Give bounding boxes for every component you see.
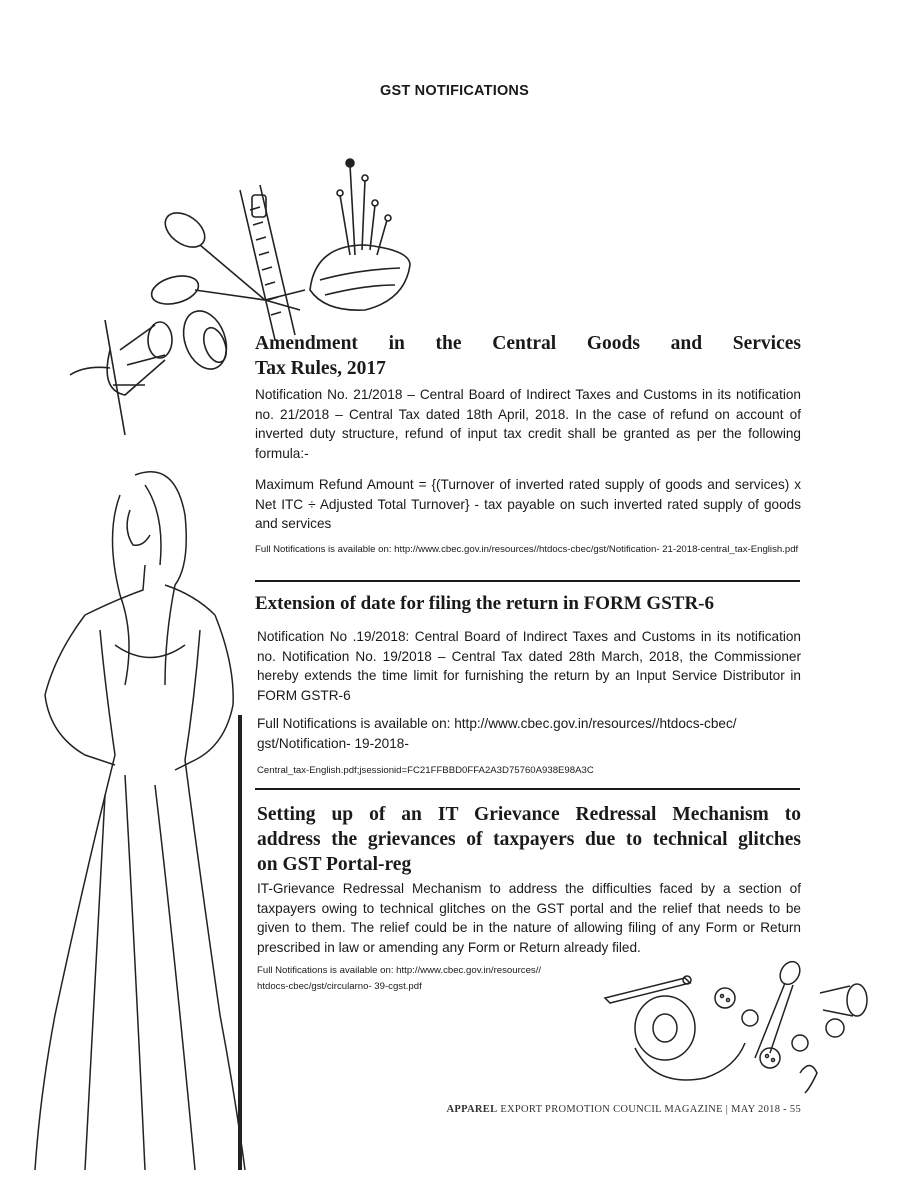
section-divider: [255, 788, 800, 790]
notification-link[interactable]: Full Notifications is available on: http://www.cbec.gov.in/resources//htdocs-cbec/: [257, 716, 737, 731]
section-heading: on GST Portal-reg: [257, 854, 412, 875]
notification-link[interactable]: htdocs-cbec/gst/circularno- 39-cgst.pdf: [257, 981, 422, 992]
section-paragraph: Notification No .19/2018: Central Board of Indirect Taxes and Customs in its notification no. Notification No. 19/2018 – Central Tax dated 28th March, 2018, the Commissioner hereby extends the time limit for furnishing the return by an Input Service Distributor in FORM GSTR-6: [257, 629, 801, 703]
measuring-tape-icon: [635, 996, 745, 1080]
zipper-icon: [240, 185, 295, 340]
scissors-icon: [148, 206, 305, 310]
page-footer: [446, 1104, 801, 1115]
footer-issue: MAY 2018 - 55: [731, 1104, 801, 1115]
thread-spool-icon: [70, 305, 234, 435]
footer-magazine: EXPORT PROMOTION COUNCIL MAGAZINE: [500, 1104, 723, 1115]
notification-link[interactable]: gst/Notification- 19-2018-: [257, 736, 409, 751]
thread-spool-icon: [820, 984, 867, 1016]
notification-link[interactable]: Central_tax-English.pdf;jsessionid=FC21FFBBD0FFA2A3D75760A938E98A3C: [257, 765, 594, 776]
buttons-icon: [715, 988, 844, 1093]
section-heading: address the grievances of taxpayers due to technical glitches: [257, 829, 801, 850]
section-paragraph: Notification No. 21/2018 – Central Board of Indirect Taxes and Customs in its notification no. 21/2018 – Central Tax dated 18th April, 2018. In the case of refund on account of inverted duty structure, refund of input tax credit shall be granted as per the following formula:-: [255, 387, 801, 461]
section-paragraph: IT-Grievance Redressal Mechanism to address the difficulties faced by a section of taxpayers owing to technical glitches on the GST portal and the relief that needs to be given to them. The relief could be in the nature of allowing filing of any Form or Return prescribed in law or amending any Form or Return already filed.: [257, 881, 801, 955]
section-heading: Extension of date for filing the return in FORM GSTR-6: [255, 593, 714, 614]
footer-brand: APPAREL: [446, 1104, 498, 1115]
section-heading: Setting up of an IT Grievance Redressal Mechanism to: [257, 804, 801, 825]
notification-link[interactable]: Full Notifications is available on: http://www.cbec.gov.in/resources//htdocs-cbec/gst/Notification- 21-2018-central_tax-English.pdf: [255, 544, 799, 555]
pincushion-icon: [310, 159, 410, 310]
woman-figure-illustration: [25, 455, 250, 1175]
notification-link[interactable]: Full Notifications is available on: http://www.cbec.gov.in/resources//: [257, 965, 542, 976]
section-heading: Tax Rules, 2017: [255, 358, 386, 379]
scissors-icon: [755, 958, 804, 1058]
section-paragraph: Maximum Refund Amount = {(Turnover of inverted rated supply of goods and services) x Net ITC ÷ Adjusted Total Turnover} - tax payable on such inverted rated supply of goods and services: [255, 477, 801, 532]
section-divider: [255, 580, 800, 582]
footer-separator: |: [725, 1104, 729, 1115]
page-title: GST NOTIFICATIONS: [380, 83, 529, 99]
section-heading: Amendment in the Central Goods and Services: [255, 333, 801, 354]
